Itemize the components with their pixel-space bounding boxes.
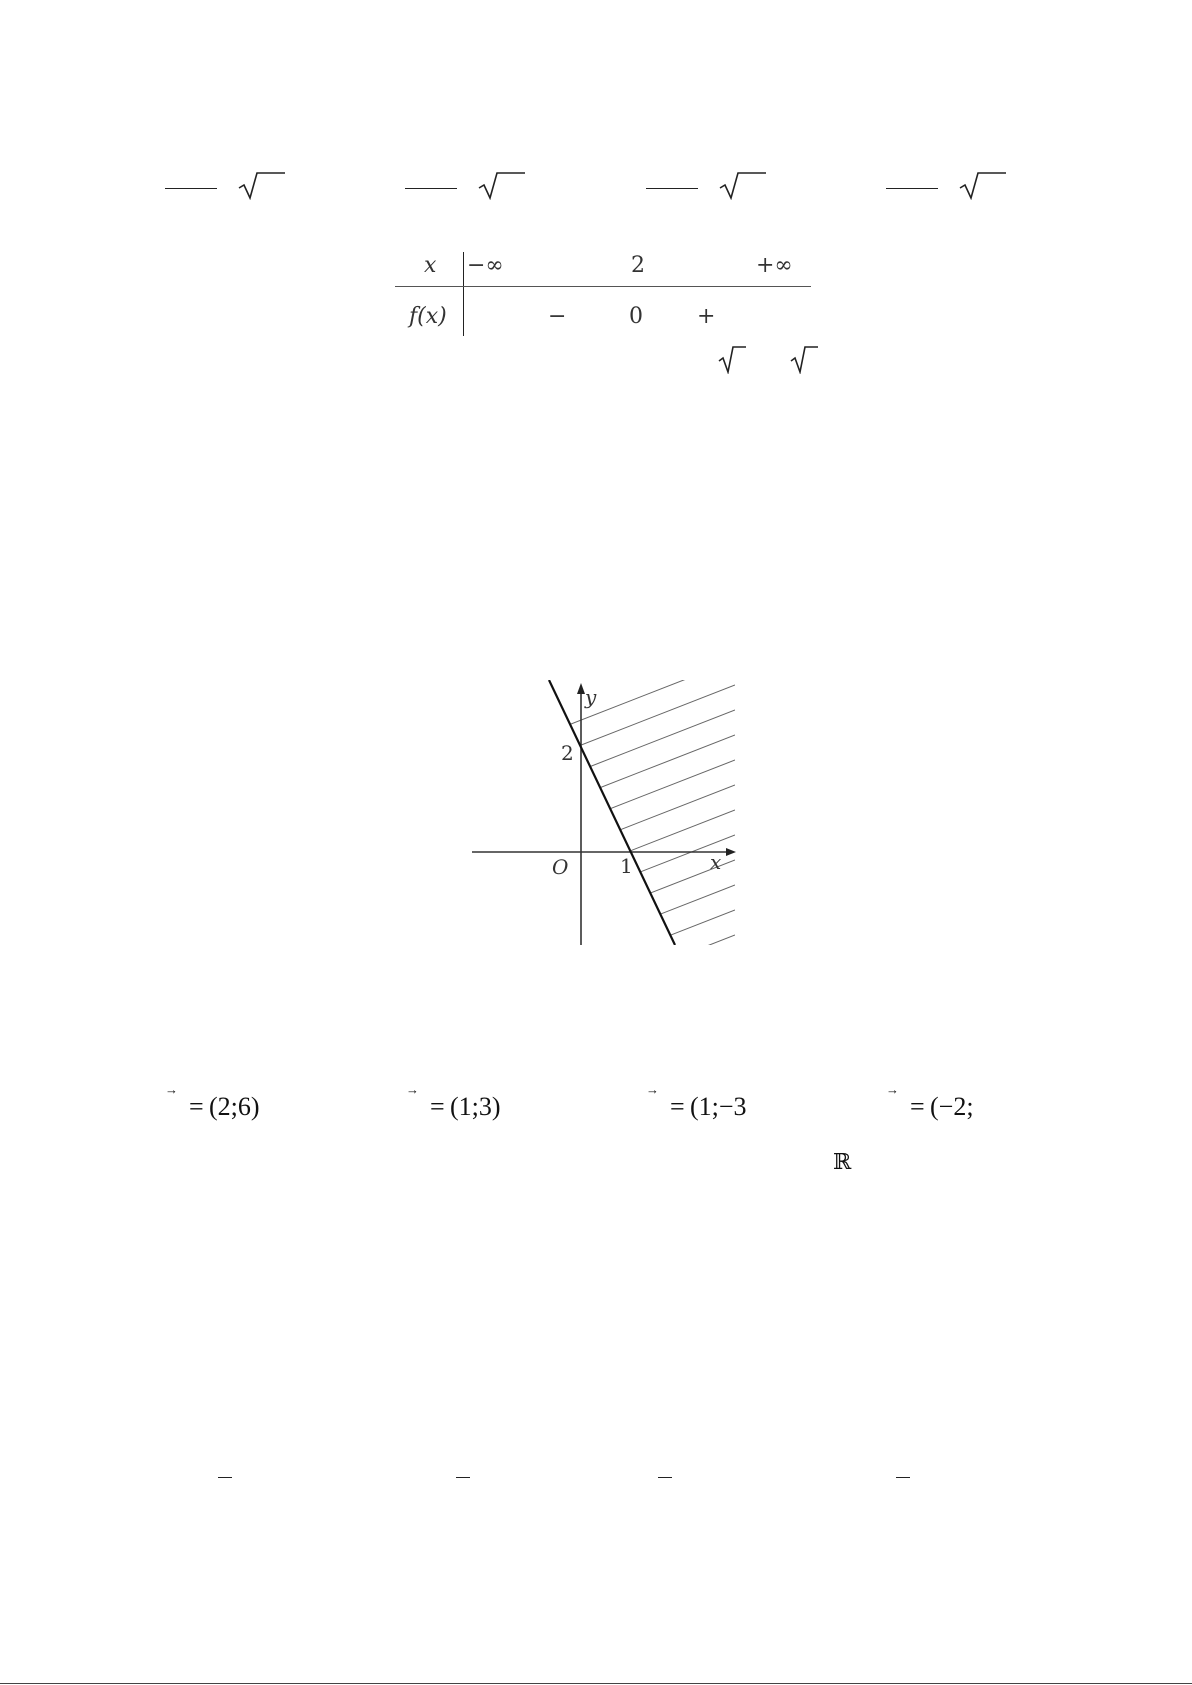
sign-negative: −	[548, 304, 567, 329]
vector-value: (1;3)	[450, 1092, 501, 1121]
sqrt-icon	[718, 170, 768, 200]
fraction-bar	[646, 188, 698, 189]
x-axis-label: x	[710, 850, 722, 874]
fraction-bar	[886, 188, 938, 189]
x-tick-label: 1	[620, 854, 633, 878]
vector-arrow-icon: →	[165, 1082, 178, 1097]
y-axis-label: y	[585, 685, 597, 709]
fraction-bar	[456, 1477, 470, 1478]
vector-arrow-icon: →	[406, 1082, 419, 1097]
sqrt-icon	[958, 170, 1008, 200]
equals-sign: =	[189, 1092, 204, 1121]
real-set-symbol: ℝ	[833, 1150, 852, 1175]
option-d-fragment	[886, 160, 1036, 200]
x-value-neg-inf: −∞	[467, 253, 504, 278]
fraction-bar	[405, 188, 457, 189]
vector-value: (1;−3	[690, 1092, 747, 1121]
x-value-critical: 2	[631, 253, 645, 278]
x-value-pos-inf: +∞	[756, 253, 793, 278]
y-tick-label: 2	[561, 741, 574, 765]
vector-value: (2;6)	[209, 1092, 260, 1121]
sign-table	[395, 248, 815, 338]
origin-label: O	[552, 855, 569, 879]
equals-sign: =	[910, 1092, 925, 1121]
row-label-x: x	[424, 253, 437, 278]
half-plane-graph	[470, 680, 740, 945]
fraction-bar	[218, 1477, 232, 1478]
y-axis-arrow-icon	[577, 683, 585, 694]
sign-positive: +	[697, 304, 716, 329]
hatching	[530, 680, 735, 945]
sqrt-icon	[237, 170, 287, 200]
sqrt-icon	[477, 170, 527, 200]
table-vertical-rule	[463, 252, 464, 336]
page-bottom-rule	[0, 1683, 1192, 1684]
option-c-fragment	[646, 160, 796, 200]
fraction-bar	[165, 188, 217, 189]
boundary-line	[549, 680, 675, 945]
table-horizontal-rule	[395, 286, 811, 287]
vector-value: (−2;	[930, 1092, 974, 1121]
equals-sign: =	[670, 1092, 685, 1121]
sqrt-icon	[718, 344, 748, 374]
sign-zero: 0	[629, 304, 643, 329]
row-label-fx: f(x)	[409, 304, 447, 329]
fraction-bar	[896, 1477, 910, 1478]
vector-arrow-icon: →	[646, 1082, 659, 1097]
option-b-fragment	[405, 160, 555, 200]
vector-arrow-icon: →	[886, 1082, 899, 1097]
fraction-bar	[658, 1477, 672, 1478]
x-axis-arrow-icon	[726, 848, 736, 856]
sqrt-icon	[790, 344, 820, 374]
option-a-fragment	[165, 160, 315, 200]
equals-sign: =	[430, 1092, 445, 1121]
